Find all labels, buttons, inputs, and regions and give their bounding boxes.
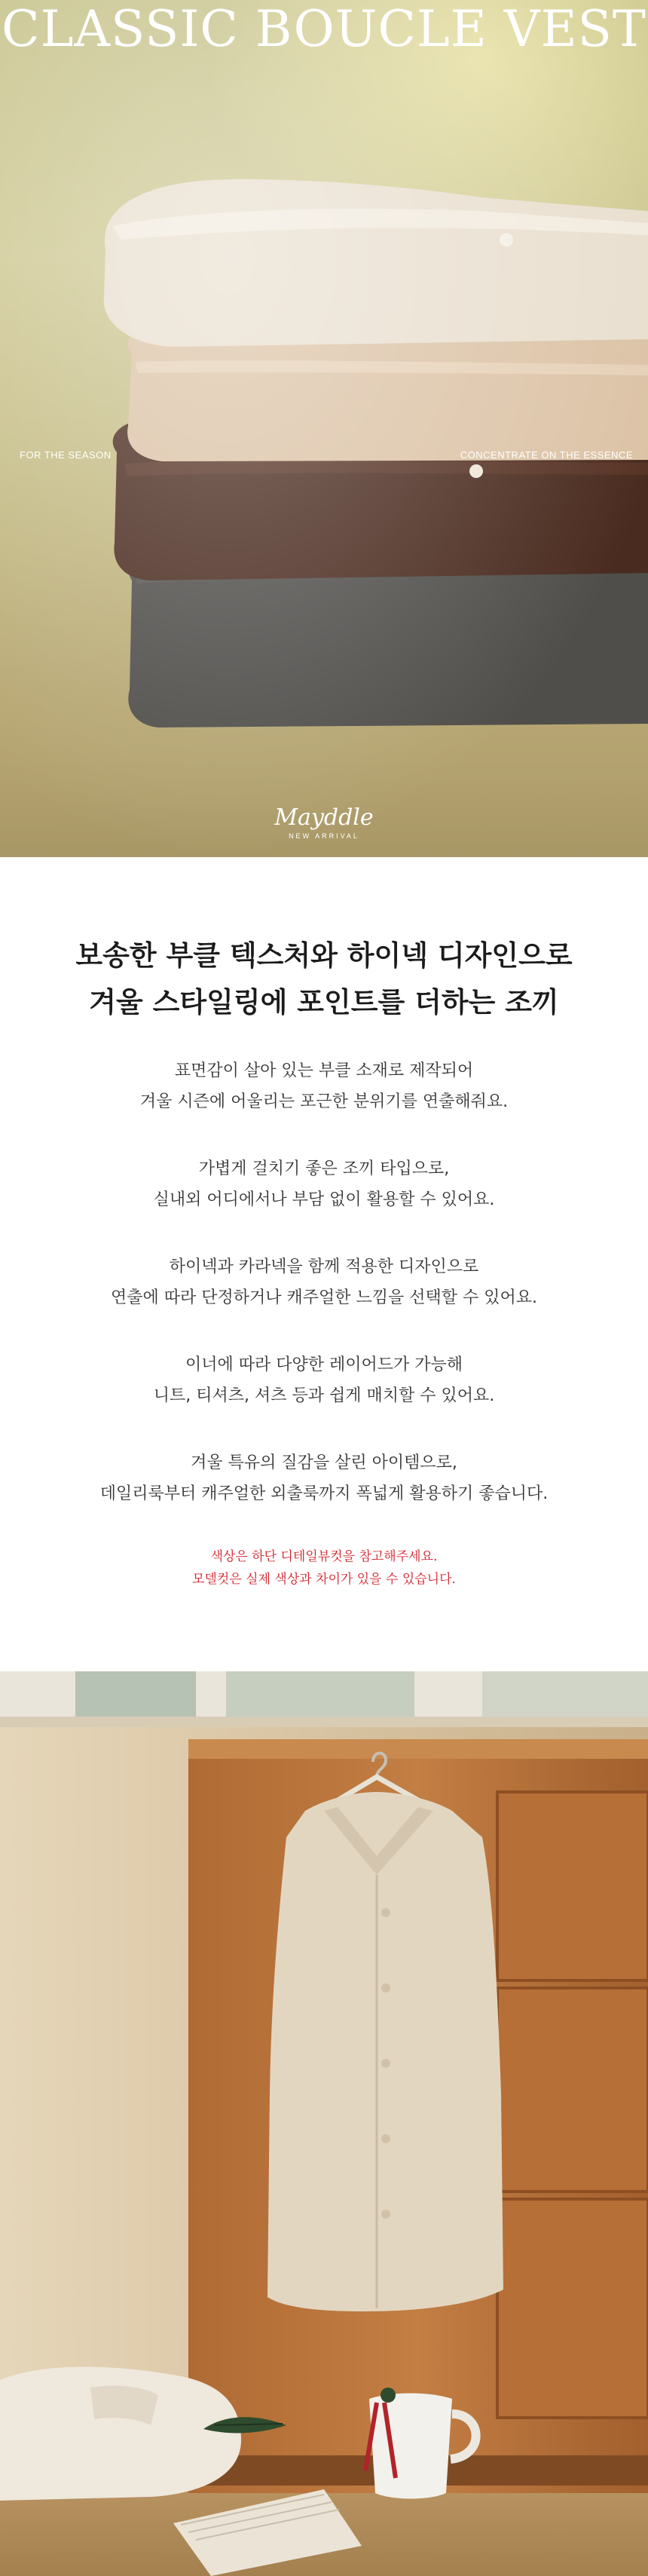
headline-line: 보송한 부클 텍스처와 하이넥 디자인으로 xyxy=(75,939,573,972)
product-description xyxy=(0,857,648,1671)
brand-script: Mayddle xyxy=(274,804,374,831)
paragraph-line: 표면감이 살아 있는 부클 소재로 제작되어 xyxy=(174,1061,474,1080)
headline xyxy=(0,933,648,1026)
hero-caption-right: CONCENTRATE ON THE ESSENCE xyxy=(460,449,633,461)
paragraph-line: 이너에 따라 다양한 레이어드가 가능해 xyxy=(185,1355,463,1374)
brand-tagline: NEW ARRIVAL xyxy=(289,832,359,840)
paragraph-line: 연출에 따라 단정하거나 캐주얼한 느낌을 선택할 수 있어요. xyxy=(111,1288,537,1307)
paragraph-line: 실내외 어디에서나 부담 없이 활용할 수 있어요. xyxy=(153,1190,495,1209)
vest-hanging-on-dresser-image xyxy=(0,1671,648,2576)
folded-vests-image xyxy=(0,0,648,857)
hero-banner xyxy=(0,0,648,857)
paragraph xyxy=(0,1447,648,1509)
paragraph-line: 니트, 티셔츠, 셔츠 등과 쉽게 매치할 수 있어요. xyxy=(153,1386,495,1405)
hero-caption-left: FOR THE SEASON xyxy=(20,449,112,461)
paragraph-line: 겨울 시즌에 어울리는 포근한 분위기를 연출해줘요. xyxy=(139,1092,509,1111)
notice-line: 모델컷은 실제 색상과 차이가 있을 수 있습니다. xyxy=(192,1572,456,1587)
paragraph xyxy=(0,1153,648,1215)
paragraph-line: 하이넥과 카라넥을 함께 적용한 디자인으로 xyxy=(169,1257,479,1276)
headline-line: 겨울 스타일링에 포인트를 더하는 조끼 xyxy=(89,986,559,1018)
paragraph-line: 데일리룩부터 캐주얼한 외출룩까지 폭넓게 활용하기 좋습니다. xyxy=(99,1484,549,1503)
paragraph xyxy=(0,1349,648,1411)
paragraph-line: 가볍게 걸치기 좋은 조끼 타입으로, xyxy=(198,1159,450,1178)
paragraph xyxy=(0,1055,648,1117)
hero-title: CLASSIC BOUCLE VEST xyxy=(2,0,646,58)
paragraph-line: 겨울 특유의 질감을 살린 아이템으로, xyxy=(191,1453,457,1472)
paragraph xyxy=(0,1251,648,1313)
lifestyle-photo xyxy=(0,1671,648,2576)
color-notice xyxy=(0,1545,648,1591)
description-paragraphs xyxy=(0,1055,648,1591)
notice-line: 색상은 하단 디테일뷰컷을 참고해주세요. xyxy=(210,1549,438,1564)
brand-logo xyxy=(249,804,399,840)
